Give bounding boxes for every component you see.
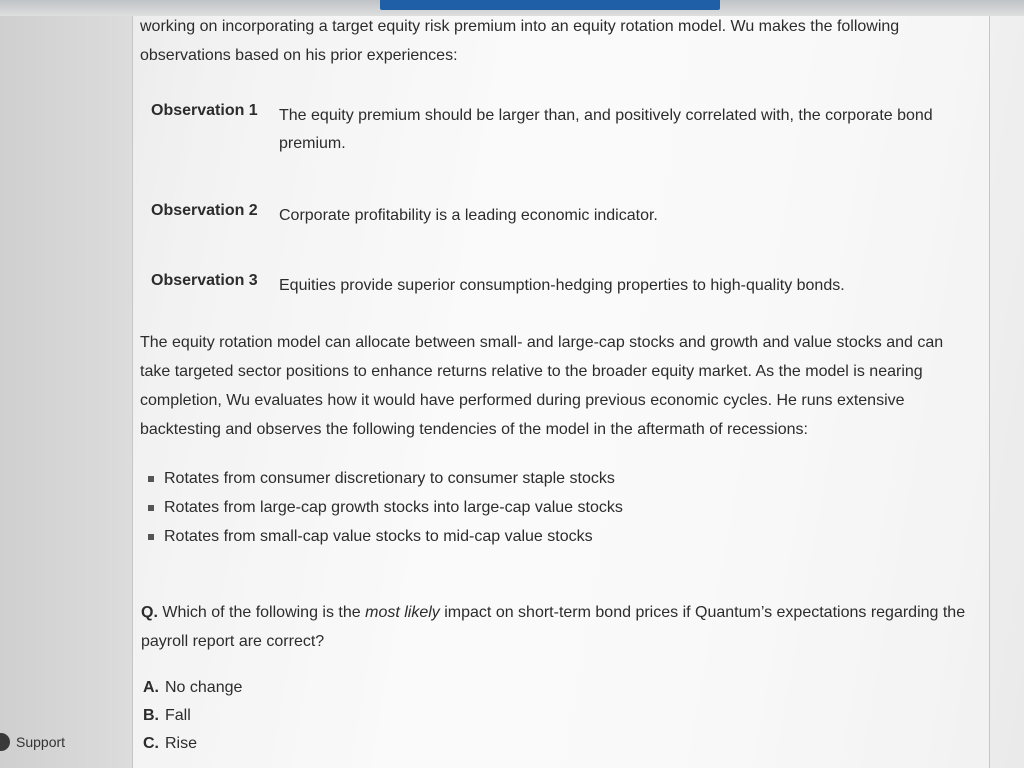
question-text: impact on short-term bond prices if Quantum’s expectations regarding the [439,604,966,621]
intro-line: working on incorporating a target equity risk premium into an equity rotation model. Wu makes the following [140,18,900,35]
observation-text [279,272,969,300]
model-line: backtesting and observes the following tendencies of the model in the aftermath of recessions: [140,421,808,438]
progress-accent-bar [380,0,720,10]
list-item [148,493,623,522]
model-line: completion, Wu evaluates how it would have performed during previous economic cycles. He runs extensive [140,392,905,409]
observation-text-line: The equity premium should be larger than, and positively correlated with, the corporate bond [279,107,933,124]
tendency-list [148,464,623,551]
observation-text [279,102,969,158]
question-text: Which of the following is the [157,604,366,621]
observation-label: Observation 2 [151,202,258,219]
support-link[interactable] [0,733,65,751]
sidebar [0,16,132,768]
intro-line: observations based on his prior experiences: [140,47,458,64]
observation-label: Observation 3 [151,272,258,289]
support-icon [0,733,10,751]
list-item-text: Rotates from consumer discretionary to consumer staple stocks [164,469,615,487]
list-item-text: Rotates from large-cap growth stocks into large-cap value stocks [164,498,623,516]
question-emphasis: most likely [365,604,440,621]
answer-option-c[interactable] [143,730,242,758]
option-text: No change [165,679,243,696]
option-letter: A. [143,679,159,696]
observation-text-line: Corporate profitability is a leading economic indicator. [279,207,658,224]
question-stem [141,598,986,656]
answer-options [143,674,242,758]
list-item [148,464,623,493]
observation-text-line: Equities provide superior consumption-hedging properties to high-quality bonds. [279,277,845,294]
question-line: payroll report are correct? [141,633,325,650]
observation-label: Observation 1 [151,102,258,119]
model-line: The equity rotation model can allocate between small- and large-cap stocks and growth and value stocks and can [140,334,944,351]
bullet-icon [148,476,154,482]
bullet-icon [148,534,154,540]
bullet-icon [148,505,154,511]
model-line: take targeted sector positions to enhance returns relative to the broader equity market. As the model is nearing [140,363,923,380]
answer-option-a[interactable] [143,674,242,702]
observation-text-line: premium. [279,135,346,152]
option-letter: B. [143,707,159,724]
intro-paragraph [140,12,960,70]
answer-option-b[interactable] [143,702,242,730]
model-paragraph [140,328,975,444]
option-text: Rise [165,735,198,752]
observation-text [279,202,969,230]
list-item-text: Rotates from small-cap value stocks to mid-cap value stocks [164,527,593,545]
question-line [141,598,986,627]
question-prefix: Q. [141,604,158,621]
list-item [148,522,623,551]
support-label: Support [16,734,66,750]
option-text: Fall [165,707,191,724]
option-letter: C. [143,735,159,752]
